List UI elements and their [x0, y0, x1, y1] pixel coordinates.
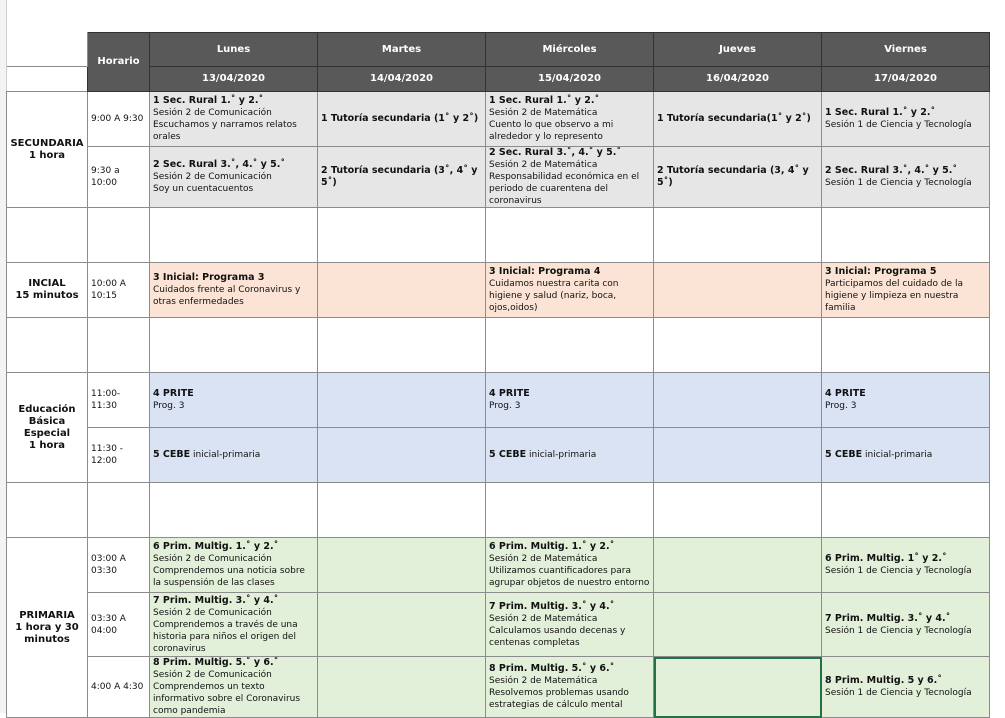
- blank-corner-cell-2[interactable]: [7, 67, 88, 92]
- cell-line: inicial-primaria: [192, 450, 261, 460]
- schedule-cell-jueves[interactable]: [654, 373, 822, 428]
- group-duration: 1 hora: [28, 149, 66, 161]
- cell-title: 7 Prim. Multig. 3.˚ y 4.˚: [489, 600, 615, 612]
- group-duration: 1 hora y 30: [15, 621, 79, 633]
- header-day-miercoles[interactable]: Miércoles: [486, 33, 654, 67]
- schedule-cell-jueves[interactable]: [654, 593, 822, 657]
- schedule-cell-viernes[interactable]: [822, 263, 990, 318]
- empty-cell[interactable]: [822, 483, 990, 538]
- group-label: PRIMARIA: [19, 609, 75, 621]
- cell-line: Prog. 3: [153, 401, 185, 411]
- cell-title: 5 CEBE: [825, 449, 863, 460]
- schedule-cell-viernes[interactable]: [822, 593, 990, 657]
- group-duration: 15 minutos: [15, 290, 79, 301]
- empty-cell[interactable]: [318, 208, 486, 263]
- schedule-cell-jueves[interactable]: [654, 263, 822, 318]
- cell-line: Resolvemos problemas usando estrategias de cálculo mental: [489, 688, 629, 710]
- cell-line: Sesión 1 de Ciencia y Tecnología: [825, 178, 972, 188]
- empty-cell[interactable]: [7, 318, 88, 373]
- cell-line: inicial-primaria: [864, 450, 933, 460]
- group-label: INCIAL: [28, 278, 66, 289]
- empty-cell[interactable]: [822, 318, 990, 373]
- schedule-cell-martes[interactable]: [318, 538, 486, 593]
- schedule-cell-viernes[interactable]: [822, 657, 990, 718]
- header-day-lunes[interactable]: Lunes: [150, 33, 318, 67]
- schedule-cell-martes[interactable]: [318, 373, 486, 428]
- time-cell[interactable]: 11:30 - 12:00: [88, 428, 150, 483]
- empty-cell[interactable]: [486, 318, 654, 373]
- cell-line: Sesión 2 de Comunicación: [153, 607, 272, 618]
- schedule-cell-martes[interactable]: [318, 428, 486, 483]
- empty-cell[interactable]: [7, 208, 88, 263]
- cell-title: 2 Sec. Rural 3.˚, 4.˚ y 5.˚: [825, 165, 958, 176]
- cell-title: 6 Prim. Multig. 1.˚ y 2.˚: [489, 541, 615, 552]
- empty-cell[interactable]: [486, 483, 654, 538]
- empty-cell[interactable]: [150, 318, 318, 373]
- schedule-cell-martes[interactable]: [318, 147, 486, 208]
- empty-cell[interactable]: [318, 483, 486, 538]
- group-label: Especial: [23, 427, 71, 439]
- group-inicial[interactable]: [7, 263, 88, 318]
- schedule-cell-lunes[interactable]: [150, 373, 318, 428]
- cell-title: 5 CEBE: [489, 449, 527, 460]
- time-cell[interactable]: 4:00 A 4:30: [88, 657, 150, 718]
- cell-line: Cuento lo que observo a mi alrededor y lo represento: [489, 120, 614, 142]
- cell-title: 5 CEBE: [153, 449, 191, 460]
- cell-line: Cuidados frente al Coronavirus y otras enfermedades: [153, 285, 301, 307]
- cell-line: Sesión 1 de Ciencia y Tecnología: [825, 566, 972, 576]
- header-date-viernes[interactable]: 17/04/2020: [822, 67, 990, 92]
- cell-title: 4 PRITE: [489, 388, 530, 399]
- schedule-cell-miercoles[interactable]: [486, 428, 654, 483]
- cell-line: Calculamos usando decenas y centenas completas: [489, 625, 626, 648]
- schedule-cell-lunes[interactable]: [150, 263, 318, 318]
- empty-cell[interactable]: [654, 318, 822, 373]
- schedule-cell-miercoles[interactable]: [486, 538, 654, 593]
- cell-line: Sesión 2 de Comunicación: [153, 554, 272, 564]
- cell-line: Comprendemos a través de una historia para niños el origen del coronavirus: [153, 619, 298, 654]
- time-cell[interactable]: 11:00-11:30: [88, 373, 150, 428]
- cell-line: Sesión 2 de Matemática: [489, 108, 598, 118]
- schedule-cell-miercoles[interactable]: [486, 92, 654, 147]
- cell-title: 1 Sec. Rural 1.˚ y 2.˚: [825, 107, 936, 118]
- empty-cell[interactable]: [822, 208, 990, 263]
- schedule-cell-viernes[interactable]: [822, 147, 990, 208]
- cell-line: Responsabilidad económica en el periodo de cuarentena del coronavirus: [489, 172, 640, 206]
- schedule-cell-jueves[interactable]: [654, 538, 822, 593]
- cell-title: 6 Prim. Multig. 1.˚ y 2.˚: [153, 541, 279, 552]
- schedule-cell-viernes[interactable]: [822, 538, 990, 593]
- cell-title: 2 Sec. Rural 3.˚, 4.˚ y 5.˚: [489, 147, 622, 158]
- cell-title: 6 Prim. Multig. 1˚ y 2.˚: [825, 553, 947, 564]
- cell-line: Sesión 2 de Comunicación: [153, 670, 272, 680]
- cell-title: 1 Tutoría secundaria(1˚ y 2˚): [657, 113, 811, 124]
- cell-line: Sesión 2 de Matemática: [489, 160, 598, 170]
- empty-cell[interactable]: [318, 318, 486, 373]
- schedule-cell-miercoles[interactable]: [486, 657, 654, 718]
- cell-title: 8 Prim. Multig. 5.˚ y 6.˚: [489, 663, 615, 674]
- header-horario[interactable]: Horario: [88, 33, 150, 92]
- cell-line: Sesión 1 de Ciencia y Tecnología: [825, 120, 972, 130]
- cell-title: 3 Inicial: Programa 4: [489, 266, 601, 277]
- schedule-cell-viernes[interactable]: [822, 92, 990, 147]
- header-date-jueves[interactable]: 16/04/2020: [654, 67, 822, 92]
- blank-corner-cell[interactable]: [7, 33, 88, 67]
- schedule-cell-viernes[interactable]: [822, 428, 990, 483]
- group-duration: 1 hora: [28, 439, 66, 451]
- schedule-cell-jueves[interactable]: [654, 147, 822, 208]
- cell-line: Sesión 2 de Comunicación: [153, 108, 272, 118]
- cell-title: 8 Prim. Multig. 5.˚ y 6.˚: [153, 657, 279, 668]
- schedule-cell-lunes[interactable]: [150, 538, 318, 593]
- header-date-martes[interactable]: 14/04/2020: [318, 67, 486, 92]
- empty-cell[interactable]: [654, 208, 822, 263]
- cell-line: Cuidamos nuestra carita con higiene y salud (nariz, boca, ojos,oidos): [489, 279, 619, 313]
- header-day-viernes[interactable]: Viernes: [822, 33, 990, 67]
- empty-cell[interactable]: [654, 483, 822, 538]
- schedule-cell-miercoles[interactable]: [486, 593, 654, 657]
- cell-title: 1 Sec. Rural 1.˚ y 2.˚: [153, 95, 264, 106]
- cell-title: 2 Sec. Rural 3.˚, 4.˚ y 5.˚: [153, 159, 286, 170]
- cell-title: 7 Prim. Multig. 3.˚ y 4.˚: [153, 594, 279, 606]
- schedule-cell-martes[interactable]: [318, 263, 486, 318]
- empty-cell[interactable]: [486, 208, 654, 263]
- header-date-lunes[interactable]: 13/04/2020: [150, 67, 318, 92]
- group-primaria[interactable]: [7, 538, 88, 718]
- cell-title: 7 Prim. Multig. 3.˚ y 4.˚: [825, 612, 951, 624]
- schedule-cell-lunes[interactable]: [150, 657, 318, 718]
- empty-cell[interactable]: [7, 483, 88, 538]
- group-label: SECUNDARIA: [10, 137, 84, 149]
- time-cell[interactable]: 9:00 A 9:30: [88, 92, 150, 147]
- schedule-cell-martes[interactable]: [318, 92, 486, 147]
- empty-cell[interactable]: [88, 483, 150, 538]
- cell-title: 8 Prim. Multig. 5 y 6.˚: [825, 675, 943, 686]
- selected-cell-jueves[interactable]: [654, 657, 822, 718]
- cell-line: inicial-primaria: [528, 450, 597, 460]
- cell-title: 1 Tutoría secundaria (1˚ y 2˚): [321, 113, 479, 124]
- schedule-cell-jueves[interactable]: [654, 92, 822, 147]
- schedule-cell-jueves[interactable]: [654, 428, 822, 483]
- time-cell[interactable]: 03:30 A 04:00: [88, 593, 150, 657]
- schedule-cell-lunes[interactable]: [150, 428, 318, 483]
- schedule-cell-martes[interactable]: [318, 593, 486, 657]
- cell-line: Prog. 3: [489, 401, 521, 411]
- schedule-cell-viernes[interactable]: [822, 373, 990, 428]
- cell-line: Utilizamos cuantificadores para agrupar objetos de nuestro entorno: [489, 566, 650, 588]
- cell-line: Sesión 2 de Comunicación: [153, 172, 272, 182]
- cell-line: Comprendemos un texto informativo sobre el Coronavirus como pandemia: [153, 682, 301, 716]
- cell-line: Sesión 2 de Matemática: [489, 676, 598, 686]
- cell-title: 4 PRITE: [153, 388, 194, 399]
- cell-line: Soy un cuentacuentos: [153, 184, 254, 194]
- schedule-cell-lunes[interactable]: [150, 593, 318, 657]
- schedule-table: [6, 32, 990, 718]
- schedule-cell-miercoles[interactable]: [486, 263, 654, 318]
- cell-line: Sesión 2 de Matemática: [489, 613, 598, 624]
- cell-title: 3 Inicial: Programa 3: [153, 272, 265, 283]
- empty-cell[interactable]: [88, 318, 150, 373]
- cell-line: Sesión 2 de Matemática: [489, 554, 598, 564]
- empty-cell[interactable]: [150, 483, 318, 538]
- header-date-miercoles[interactable]: 15/04/2020: [486, 67, 654, 92]
- schedule-cell-lunes[interactable]: [150, 92, 318, 147]
- cell-line: Sesión 1 de Ciencia y Tecnología: [825, 688, 972, 698]
- group-label: Básica: [28, 415, 66, 427]
- time-cell[interactable]: 10:00 A 10:15: [88, 263, 150, 318]
- cell-line: Escuchamos y narramos relatos orales: [153, 120, 297, 142]
- group-secundaria[interactable]: [7, 92, 88, 208]
- cell-line: Sesión 1 de Ciencia y Tecnología: [825, 625, 972, 636]
- time-cell[interactable]: 9:30 a 10:00: [88, 147, 150, 208]
- group-label: Educación: [18, 403, 76, 415]
- group-especial[interactable]: [7, 373, 88, 483]
- schedule-cell-lunes[interactable]: [150, 147, 318, 208]
- empty-cell[interactable]: [150, 208, 318, 263]
- header-day-martes[interactable]: Martes: [318, 33, 486, 67]
- schedule-cell-miercoles[interactable]: [486, 147, 654, 208]
- cell-title: 4 PRITE: [825, 388, 866, 399]
- cell-line: Participamos del cuidado de la higiene y limpieza en nuestra familia: [825, 279, 963, 313]
- cell-title: 1 Sec. Rural 1.˚ y 2.˚: [489, 95, 600, 106]
- group-duration: minutos: [24, 633, 70, 645]
- time-cell[interactable]: 03:00 A 03:30: [88, 538, 150, 593]
- schedule-cell-martes[interactable]: [318, 657, 486, 718]
- cell-line: Comprendemos una noticia sobre la suspensión de las clases: [153, 566, 305, 588]
- schedule-cell-miercoles[interactable]: [486, 373, 654, 428]
- cell-title: 2 Tutoría secundaria (3, 4˚ y 5˚): [657, 165, 809, 188]
- cell-title: 2 Tutoría secundaria (3˚, 4˚ y 5˚): [321, 165, 478, 188]
- cell-line: Prog. 3: [825, 401, 857, 411]
- empty-cell[interactable]: [88, 208, 150, 263]
- header-day-jueves[interactable]: Jueves: [654, 33, 822, 67]
- cell-title: 3 Inicial: Programa 5: [825, 266, 937, 277]
